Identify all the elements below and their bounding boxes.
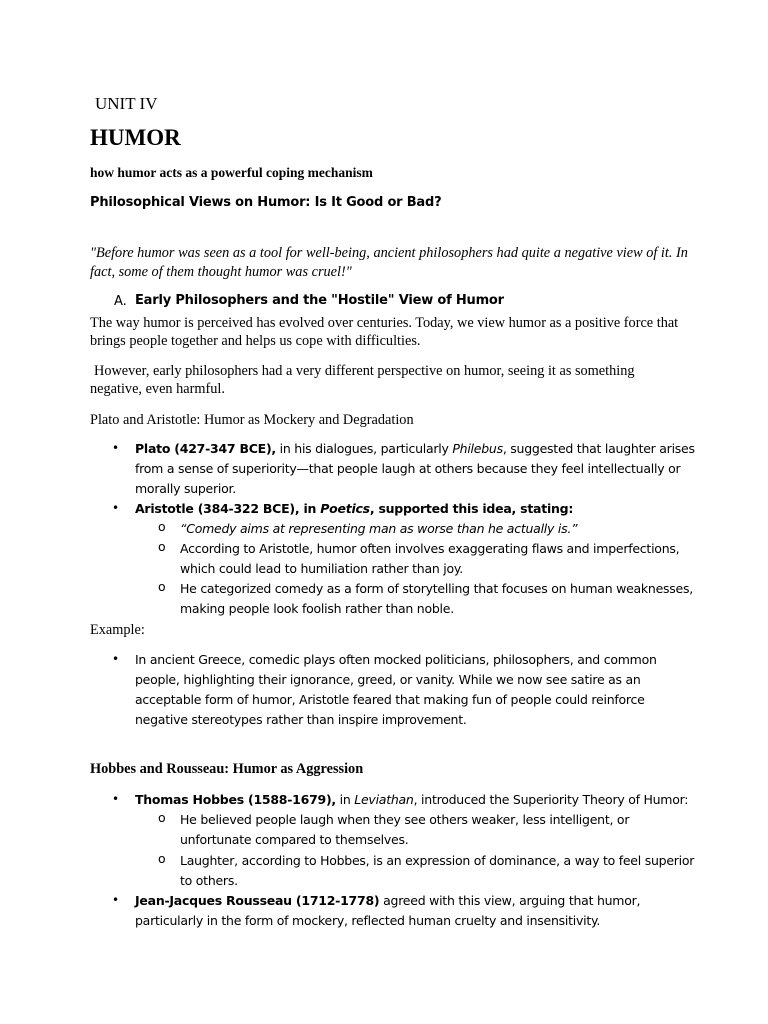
list-item-hobbes	[135, 790, 695, 810]
page-subtitle: how humor acts as a powerful coping mechanism	[90, 165, 373, 180]
hobbes-text-1: in	[335, 792, 355, 807]
list-item-rousseau	[135, 891, 695, 931]
list-item-plato	[135, 439, 695, 499]
page-title: HUMOR	[90, 125, 181, 150]
subsection-marker: A.	[114, 294, 127, 309]
hobbes-work: Leviathan	[354, 792, 414, 807]
hobbes-name: Thomas Hobbes (1588-1679),	[135, 792, 336, 807]
rousseau-name: Jean-Jacques Rousseau (1712-1778)	[135, 893, 380, 908]
sub-bullet-marker: o	[158, 539, 166, 554]
aristotle-name-suffix: , supported this idea, stating:	[369, 501, 574, 516]
example-label: Example:	[90, 622, 145, 638]
section-heading: Philosophical Views on Humor: Is It Good or Bad?	[90, 195, 442, 210]
subsection-heading: Early Philosophers and the "Hostile" View of Humor	[135, 293, 504, 308]
bullet-marker: •	[112, 501, 120, 515]
rousseau-text: agreed with this view, arguing that humor, particularly in the form of mockery, reflected human cruelty and insensitivity.	[135, 893, 641, 928]
sub-bullet-marker: o	[158, 519, 166, 534]
bullet-marker: •	[112, 652, 120, 666]
list-item-aristotle	[135, 499, 695, 519]
sub-bullet-marker: o	[158, 851, 166, 866]
aristotle-work: Poetics	[320, 501, 370, 516]
list-item-hobbes-weaker: He believed people laugh when they see others weaker, less intelligent, or unfortunate compared to themselves.	[180, 812, 630, 847]
list-item-aristotle-flaws: According to Aristotle, humor often involves exaggerating flaws and imperfections, which could lead to humiliation rather than joy.	[180, 541, 680, 576]
plato-text-2: , suggested that laughter arises from a sense of superiority—that people laugh at others because they feel intellectually or morally superior.	[135, 441, 695, 496]
paragraph-perception: The way humor is perceived has evolved over centuries. Today, we view humor as a positive force that brings people together and helps us cope with difficulties.	[90, 315, 679, 349]
bullet-marker: •	[112, 792, 120, 806]
list-item-example: In ancient Greece, comedic plays often mocked politicians, philosophers, and common people, highlighting their ignorance, greed, or vanity. While we now see satire as an acceptable form of humor, Aristotle feared that making fun of people could reinforce negative stereotypes rather than inspire improvement.	[135, 652, 657, 727]
aristotle-name-prefix: Aristotle (384-322 BCE), in	[135, 501, 321, 516]
hobbes-text-2: , introduced the Superiority Theory of Humor:	[413, 792, 689, 807]
sub-bullet-marker: o	[158, 579, 166, 594]
sub-bullet-marker: o	[158, 810, 166, 825]
bullet-marker: •	[112, 893, 120, 907]
bullet-marker: •	[112, 441, 120, 455]
list-item-hobbes-dominance: Laughter, according to Hobbes, is an expression of dominance, a way to feel superior to others.	[180, 853, 695, 888]
plato-name: Plato (427-347 BCE),	[135, 441, 276, 456]
plato-text-1: in his dialogues, particularly	[275, 441, 453, 456]
paragraph-early-philosophers: However, early philosophers had a very different perspective on humor, seeing it as something negative, even harmful.	[90, 363, 635, 397]
list-item-aristotle-quote: “Comedy aims at representing man as worse than he actually is.”	[180, 521, 578, 536]
unit-label: UNIT IV	[95, 94, 158, 113]
hobbes-rousseau-heading: Hobbes and Rousseau: Humor as Aggression	[90, 761, 364, 777]
paragraph-plato-aristotle-heading: Plato and Aristotle: Humor as Mockery and Degradation	[90, 412, 414, 428]
intro-quote: "Before humor was seen as a tool for well-being, ancient philosophers had quite a negative view of it. In fact, some of them thought humor was cruel!"	[90, 245, 688, 280]
list-item-aristotle-storytelling: He categorized comedy as a form of storytelling that focuses on human weaknesses, making people look foolish rather than noble.	[180, 581, 693, 616]
plato-work: Philebus	[452, 441, 503, 456]
